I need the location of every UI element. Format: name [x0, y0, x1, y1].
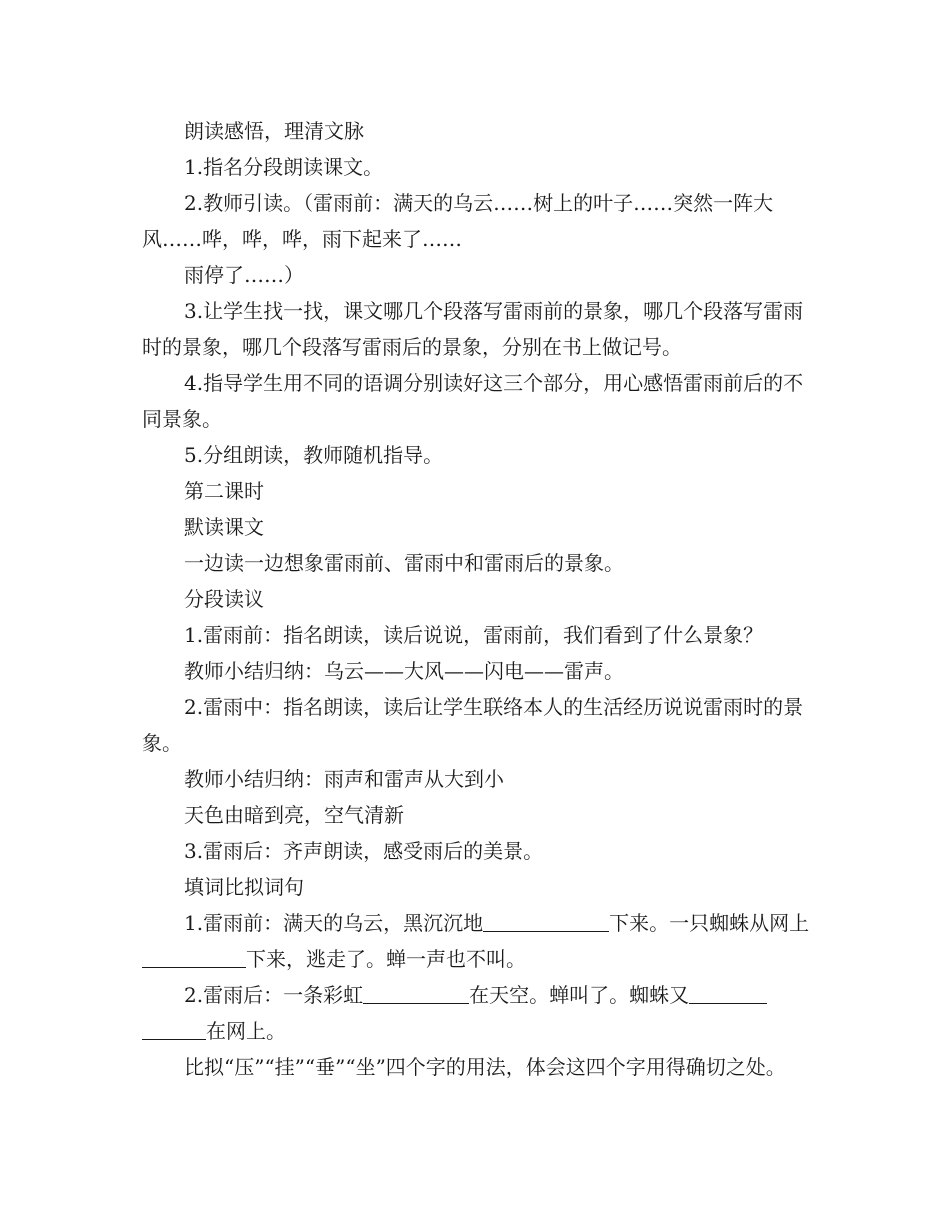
discussion-1: 1.雷雨前：指名朗读，读后说说，雷雨前，我们看到了什么景象？	[184, 623, 764, 647]
fill-1-text-c: 下来，逃走了。蝉一声也不叫。	[246, 947, 526, 971]
section-heading-fill-in: 填词比拟词句	[184, 875, 304, 899]
closing-paragraph: 比拟“压”“挂”“垂”“坐”四个字的用法，体会这四个字用得确切之处。	[184, 1055, 786, 1079]
step-4: 4.指导学生用不同的语调分别读好这三个部分，用心感悟雷雨前后的不同景象。	[142, 371, 804, 431]
fill-blank-1	[483, 910, 609, 932]
fill-2-text-a: 2.雷雨后：一条彩虹	[184, 983, 364, 1007]
fill-1-text-a: 1.雷雨前：满天的乌云，黑沉沉地	[184, 911, 484, 935]
document-body	[142, 113, 812, 1085]
fill-blank-4-continued	[142, 1018, 206, 1040]
section-heading-silent-reading: 默读课文	[184, 515, 264, 539]
fill-exercise-1	[142, 905, 812, 977]
section-heading-reading: 朗读感悟，理清文脉	[184, 119, 364, 143]
step-2-continued: 雨停了……）	[184, 263, 304, 287]
fill-2-text-b: 在天空。蝉叫了。蜘蛛又	[469, 983, 690, 1007]
lesson-two-heading: 第二课时	[184, 479, 264, 503]
summary-2-continued: 天色由暗到亮，空气清新	[184, 803, 404, 827]
step-3: 3.让学生找一找，课文哪几个段落写雷雨前的景象，哪几个段落写雷雨时的景象，哪几个段落写雷雨后的景象，分别在书上做记号。	[142, 299, 804, 359]
fill-1-text-b: 下来。一只蜘蛛从网上	[609, 911, 810, 935]
fill-blank-2	[142, 946, 246, 968]
fill-blank-3	[363, 982, 469, 1004]
summary-2: 教师小结归纳：雨声和雷声从大到小	[184, 767, 504, 791]
step-2: 2.教师引读。（雷雨前：满天的乌云……树上的叶子……突然一阵大风……哗，哗，哗，雨下起来了……	[142, 191, 774, 251]
summary-1: 教师小结归纳：乌云——大风——闪电——雷声。	[184, 659, 624, 683]
discussion-2: 2.雷雨中：指名朗读，读后让学生联络本人的生活经历说说雷雨时的景象。	[142, 695, 804, 755]
section-heading-discussion: 分段读议	[184, 587, 264, 611]
fill-exercise-2	[142, 977, 812, 1049]
fill-blank-4	[689, 982, 767, 1004]
silent-reading-text: 一边读一边想象雷雨前、雷雨中和雷雨后的景象。	[184, 551, 624, 575]
fill-2-text-c: 在网上。	[206, 1019, 286, 1043]
step-1: 1.指名分段朗读课文。	[184, 155, 384, 179]
discussion-3: 3.雷雨后：齐声朗读，感受雨后的美景。	[184, 839, 544, 863]
step-5: 5.分组朗读，教师随机指导。	[184, 443, 444, 467]
